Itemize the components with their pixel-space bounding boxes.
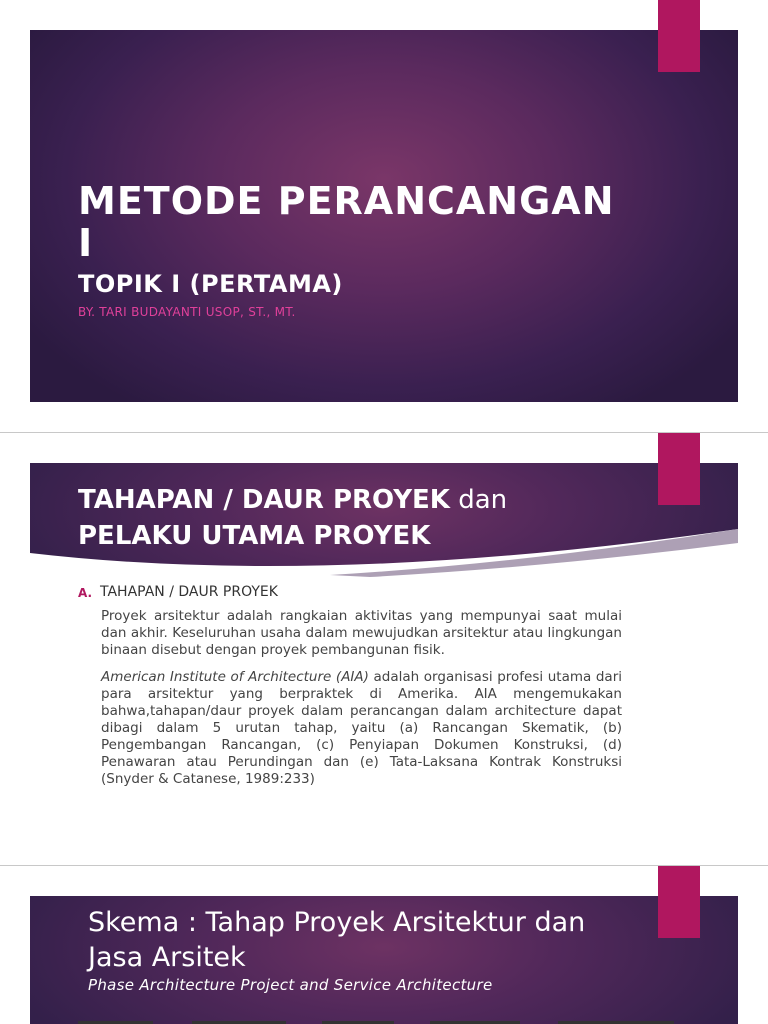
slide-divider bbox=[0, 865, 768, 866]
section-title: TAHAPAN / DAUR PROYEK bbox=[100, 584, 278, 600]
heading-normal: dan bbox=[449, 485, 508, 515]
slide-heading: Skema : Tahap Proyek Arsitektur dan Jasa Arsitek bbox=[88, 907, 586, 973]
paragraph-1: Proyek arsitektur adalah rangkaian aktivitas yang mempunyai saat mulai dan akhir. Keseluruhan usaha dalam mewujudkan arsitektur atau lingkungan binaan disebut dengan proyek pembangunan fisik. bbox=[101, 608, 622, 658]
slide-subtitle: TOPIK I (PERTAMA) bbox=[78, 270, 343, 298]
slide-heading bbox=[78, 482, 507, 554]
aia-name: American Institute of Architecture (AIA) bbox=[101, 669, 369, 685]
accent-bar bbox=[658, 433, 700, 505]
slide-subheading: Phase Architecture Project and Service Architecture bbox=[88, 976, 493, 994]
section-letter: A. bbox=[78, 586, 93, 600]
accent-bar bbox=[658, 0, 700, 72]
accent-bar bbox=[658, 866, 700, 938]
slide-title: METODE PERANCANGAN I bbox=[78, 179, 615, 265]
paragraph-2 bbox=[101, 669, 622, 788]
heading-line2: PELAKU UTAMA PROYEK bbox=[78, 521, 431, 551]
slide-1 bbox=[0, 0, 768, 432]
author-line: BY. TARI BUDAYANTI USOP, ST., MT. bbox=[78, 305, 296, 319]
heading-bold: TAHAPAN / DAUR PROYEK bbox=[78, 485, 450, 515]
paragraph-2-text: adalah organisasi profesi utama dari para arsitektur yang berpraktek di Amerika. AIA mengemukakan bahwa,tahapan/daur proyek dalam perancangan dalam architecture dapat dibagi dalam 5 urutan tahap, yaitu (a) Rancangan Skematik, (b) Pengembangan Rancangan, (c) Penyiapan Dokumen Konstruksi, (d) Penawaran atau Perundingan dan (e) Tata-Laksana Kontrak Konstruksi (Snyder & Catanese, 1989:233) bbox=[101, 669, 622, 787]
